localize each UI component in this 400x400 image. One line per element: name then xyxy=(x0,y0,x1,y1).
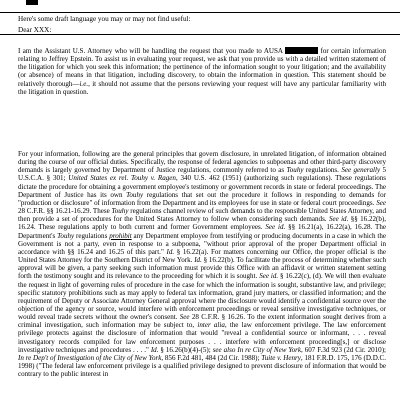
redaction-block xyxy=(285,47,318,54)
paragraph-2: For your information, following are the general principles that govern disclosure, in unrelated litigation, of information obtained during the course of our official duties. Specifically, the response of federal agencies to subpoenas and other third-party discovery demands is largely governed by Department of Justice regulations, commonly referred to as Touhy regulations. See generally 5 U.S.C.A. § 301; United States ex rel. Touhy v. Ragen, 340 U.S. 462 (1951) (authorizing such regulations). These regulations dictate the procedure for obtaining a government employee's testimony or government records in state or federal proceedings. The Department of Justice has its own Touhy regulations that set out the procedure it follows in responding to demands for "production or disclosure" of information from the Department and its employees for use in state or federal court proceedings. See 28 C.F.R. §§ 16.21-16.29. These Touhy regulations channel review of such demands to the responsible United States Attorney, and then provide a set of procedures for the United States Attorney to follow when considering such demands. See id. §§ 16.22(b), 16.24. These regulations apply to both current and former Government employees. See id. §§ 16.21(a), 16.22(a), 16.28. The Department's Touhy regulations prohibit any Department employee from testifying or producing documents in a case in which the Government is not a party, even in response to a subpoena, "without prior approval of the proper Department official in accordance with §§ 16.24 and 16.25 of this part." Id. § 16.22(a). For matters concerning our Office, the proper official is the United States Attorney for the Southern District of New York. Id. § 16.22(b). To facilitate the process of determining whether such approval will be given, a party seeking such information must provide this Office with an affidavit or written statement setting forth the testimony sought and its relevance to the proceeding for which it is sought. See id. § 16.22(c), (d). We will then evaluate the request in light of governing rules of procedure in the case for which the information is sought, substantive law, and privilege; specific statutory prohibitions such as may apply to federal tax information, grand jury matters, or classified information; and the requirement of Deputy or Associate Attorney General approval where the disclosure would identify a confidential source over the objection of the agency or source, would interfere with enforcement proceedings or reveal sensitive investigative techniques, or would reveal trade secrets without the owner's consent. See 28 C.F.R. § 16.26. To the extent information sought derives from a criminal investigation, such information may be subject to, inter alia, the law enforcement privilege. The law enforcement privilege protects against the disclosure of information that would "reveal a confidential source or informant, . . . reveal investigatory records compiled for law enforcement purposes . . . interfere with enforcement proceeding[s,] or disclose investigative techniques and procedures . . . ." Id. § 16.26(b)(4)-(5); see also In re City of New York, 607 F.3d 923 (2d Cir. 2010); In re Dep't of Investigation of the City of New York, 856 F.2d 481, 484 (2d Cir. 1988); Tuite v. Henry, 181 F.R.D. 175, 176 (D.D.C. 1998) ("The federal law enforcement privilege is a qualified privilege designed to prevent disclosure of information that would be contrary to the public interest in xyxy=(18,150,387,379)
salutation: Dear XXX: xyxy=(18,26,52,34)
redaction-block xyxy=(26,0,38,5)
paragraph-1: I am the Assistant U.S. Attorney who will be handling the request that you made to AUSA for certain information relating to Jeffrey Epstein. To assist us in evaluating your request, we ask that you provide us with a detailed written statement of the litigation for which you seek this information; the pertinence of the information sought to your litigation; and the availability (or absence) of means in that litigation, including discovery, to obtain the information in question. This statement should be relatively thorough—i.e., it should not assume that the persons reviewing your request will have any particular familiarity with the litigation in question. xyxy=(18,47,387,96)
header-divider xyxy=(0,12,400,13)
salutation-divider xyxy=(0,34,400,35)
intro-line: Here's some draft language you may or may not find useful: xyxy=(18,15,191,23)
